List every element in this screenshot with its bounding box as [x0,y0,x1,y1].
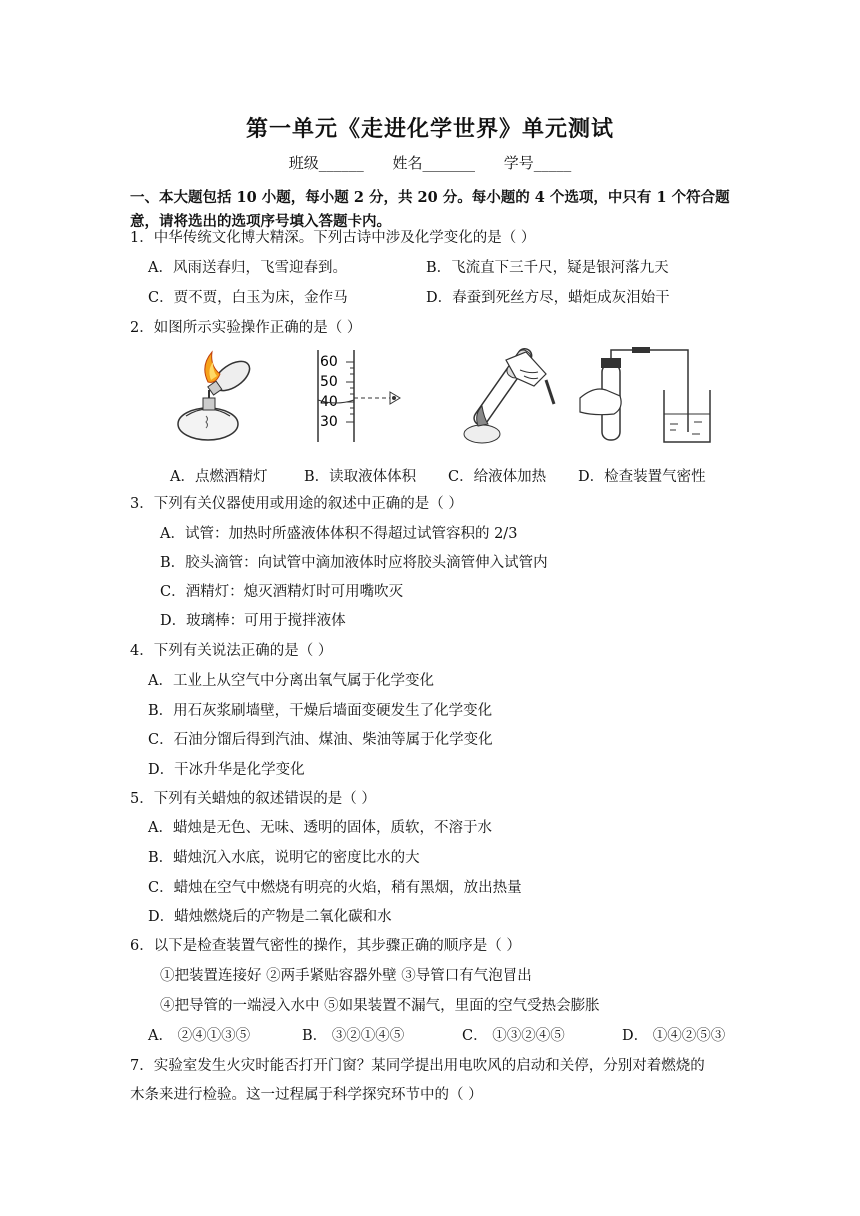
q4-stem: 4．下列有关说法正确的是（ ） [130,643,333,659]
student-number-field: 学号_____ [503,154,572,172]
q2-caption-b: B．读取液体体积 [304,469,417,485]
q1-option-d: D．春蚕到死丝方尽，蜡炬成灰泪始干 [426,290,670,306]
q3-stem: 3．下列有关仪器使用或用途的叙述中正确的是（ ） [130,496,463,512]
name-field: 姓名_______ [392,154,475,172]
q1-stem: 1．中华传统文化博大精深。下列古诗中涉及化学变化的是（ ） [130,230,536,246]
q5-option-b: B．蜡烛沉入水底，说明它的密度比水的大 [148,850,420,866]
q3-option-b: B．胶头滴管：向试管中滴加液体时应将胶头滴管伸入试管内 [160,555,548,571]
q3-option-c: C．酒精灯：熄灭酒精灯时可用嘴吹灭 [160,584,404,600]
q5-option-c: C．蜡烛在空气中燃烧有明亮的火焰，稍有黑烟，放出热量 [148,880,522,896]
q6-option-b: B． ③②①④⑤ [302,1028,405,1044]
q1-option-b: B．飞流直下三千尺，疑是银河落九天 [426,260,669,276]
tick-50: 50 [320,374,338,390]
q2-caption-a: A．点燃酒精灯 [170,469,268,485]
q4-option-a: A．工业上从空气中分离出氧气属于化学变化 [148,673,434,689]
q6-steps-line2: ④把导管的一端浸入水中 ⑤如果装置不漏气，里面的空气受热会膨胀 [160,998,600,1014]
student-info-line [0,152,860,173]
q2-caption-c: C．给液体加热 [448,469,547,485]
q1-option-c: C．贾不贾，白玉为床，金作马 [148,290,348,306]
q6-option-d: D． ①④②⑤③ [622,1028,726,1044]
class-field: 班级______ [288,154,364,172]
q2-caption-d: D．检查装置气密性 [578,469,706,485]
q6-option-a: A． ②④①③⑤ [148,1028,251,1044]
q4-option-d: D．干冰升华是化学变化 [148,762,305,778]
q5-option-a: A．蜡烛是无色、无味、透明的固体，质软，不溶于水 [148,820,492,836]
q6-stem: 6．以下是检查装置气密性的操作，其步骤正确的顺序是（ ） [130,938,521,954]
tick-30: 30 [320,414,338,430]
q2-stem: 2．如图所示实验操作正确的是（ ） [130,320,362,336]
q4-option-b: B．用石灰浆刷墙壁，干燥后墙面变硬发生了化学变化 [148,703,493,719]
q6-option-c: C． ①③②④⑤ [462,1028,565,1044]
fig-graduated-cylinder [308,346,408,446]
q1-option-a: A．风雨送春归，飞雪迎春到。 [148,260,347,276]
q7-stem-line1: 7．实验室发生火灾时能否打开门窗？某同学提出用电吹风的启动和关停，分别对着燃烧的 [130,1058,705,1074]
tick-40: 40 [320,394,338,410]
q7-stem-line2: 木条来进行检验。这一过程属于科学探究环节中的（ ） [130,1087,483,1103]
q4-option-c: C．石油分馏后得到汽油、煤油、柴油等属于化学变化 [148,732,493,748]
page-title: 第一单元《走进化学世界》单元测试 [245,116,614,142]
tick-60: 60 [320,354,338,370]
fig-alcohol-lamp [170,346,270,446]
q3-option-d: D．玻璃棒：可用于搅拌液体 [160,613,346,629]
q5-stem: 5．下列有关蜡烛的叙述错误的是（ ） [130,791,376,807]
q3-option-a: A．试管：加热时所盛液体体积不得超过试管容积的 2/3 [160,526,518,542]
fig-airtightness-check [574,346,724,446]
section-instructions: 一、本大题包括 10 小题，每小题 2 分，共 20 分。每小题的 4 个选项，中只有 1 个符合题意，请将选出的选项序号填入答题卡内。 [130,189,730,230]
fig-heating-liquid [450,346,560,446]
q5-option-d: D．蜡烛燃烧后的产物是二氧化碳和水 [148,909,392,925]
q6-steps-line1: ①把装置连接好 ②两手紧贴容器外壁 ③导管口有气泡冒出 [160,968,532,984]
